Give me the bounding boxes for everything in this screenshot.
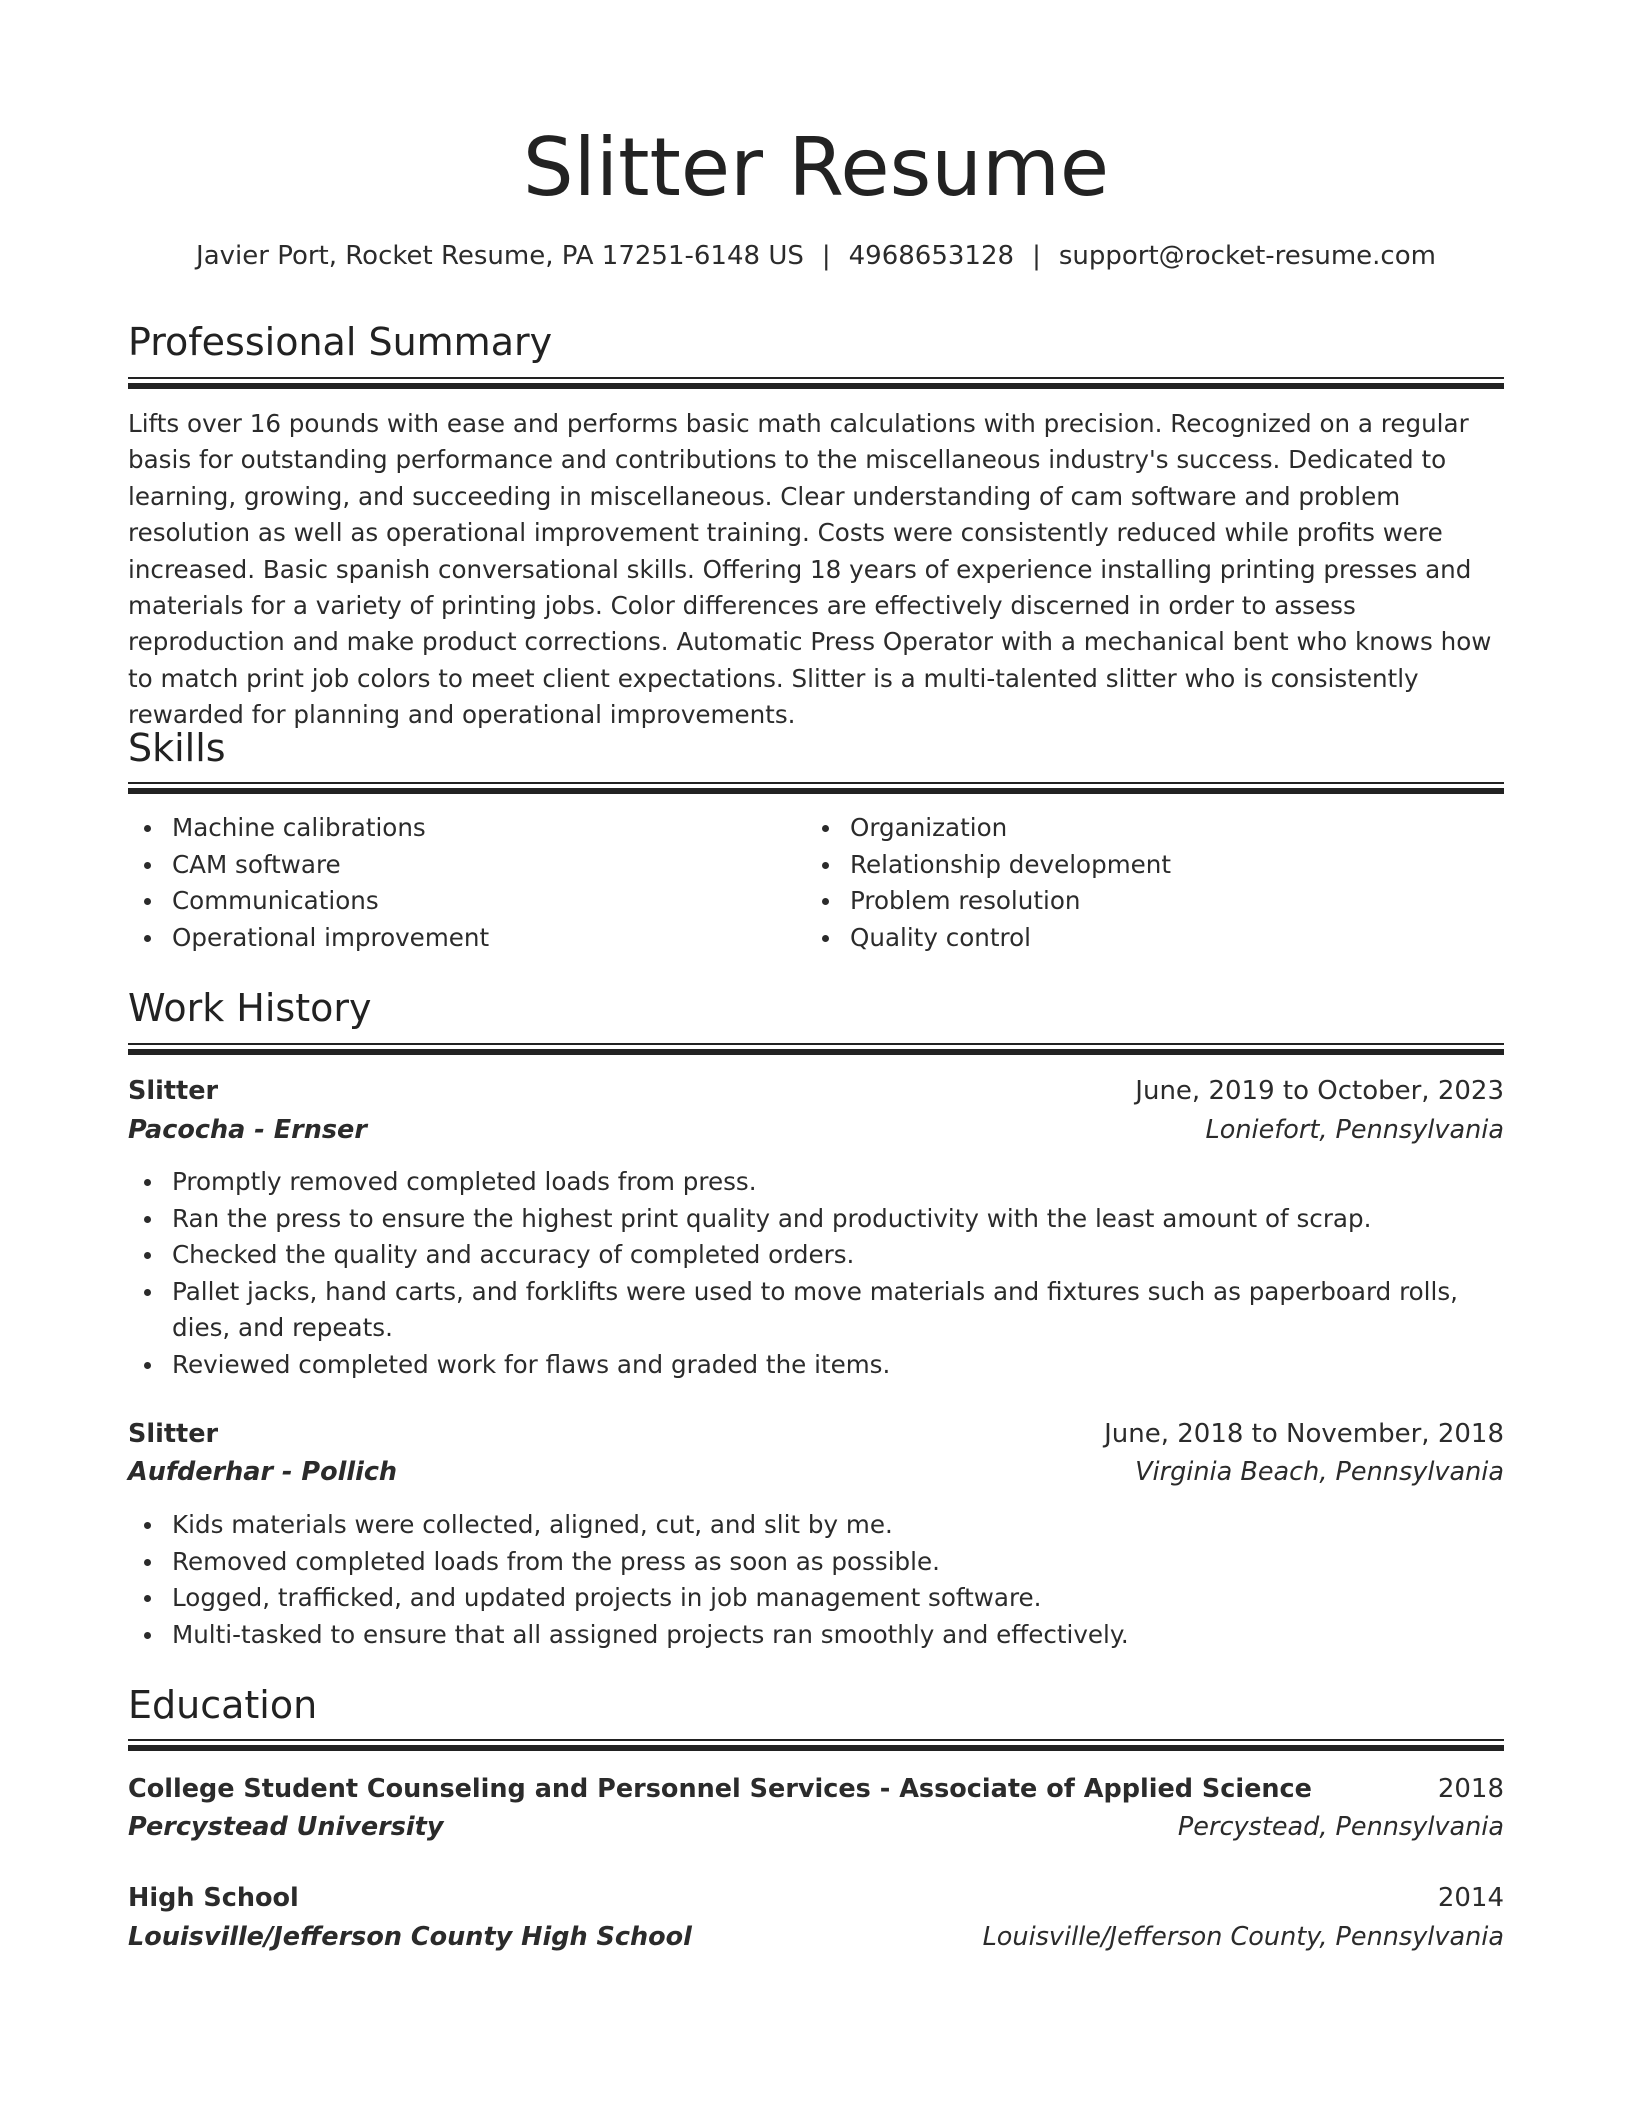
skill-item: Communications bbox=[128, 883, 788, 920]
job-header bbox=[128, 1071, 1504, 1111]
job-company: Aufderhar - Pollich bbox=[128, 1457, 398, 1487]
education-subheader bbox=[128, 1807, 1504, 1847]
skill-item: CAM software bbox=[128, 847, 788, 884]
education-year: 2014 bbox=[1437, 1883, 1504, 1913]
job-dates: June, 2019 to October, 2023 bbox=[1135, 1076, 1504, 1106]
skill-item: Organization bbox=[806, 810, 1466, 847]
skill-item: Problem resolution bbox=[806, 883, 1466, 920]
education-year: 2018 bbox=[1437, 1774, 1504, 1804]
education-heading: Education bbox=[128, 1683, 318, 1727]
job-duties bbox=[128, 1164, 1504, 1383]
section-divider bbox=[128, 1043, 1504, 1055]
education-school: Louisville/Jefferson County High School bbox=[128, 1922, 692, 1952]
job-subheader bbox=[128, 1452, 1504, 1492]
job-duty-item: Logged, trafficked, and updated projects in job management software. bbox=[128, 1580, 1504, 1617]
skills-list-right bbox=[806, 810, 1466, 956]
job-duty-item: Multi-tasked to ensure that all assigned projects ran smoothly and effectively. bbox=[128, 1617, 1504, 1654]
job-location: Loniefort, Pennsylvania bbox=[1205, 1115, 1504, 1145]
skill-item: Quality control bbox=[806, 920, 1466, 957]
summary-heading: Professional Summary bbox=[128, 320, 553, 364]
education-location: Louisville/Jefferson County, Pennsylvania bbox=[982, 1922, 1504, 1952]
job-title: Slitter bbox=[128, 1419, 219, 1449]
summary-text: Lifts over 16 pounds with ease and performs basic math calculations with precision. Recognized on a regular basis for outstanding performance and contributions to the miscellaneous industry's success. Dedicated to learning, growing, and succeeding in miscellaneous. Clear understanding of cam software and problem resolution as well as operational improvement training. Costs were consistently reduced while profits were increased. Basic spanish conversational skills. Offering 18 years of experience installing printing presses and materials for a variety of printing jobs. Color differences are effectively discerned in order to assess reproduction and make product corrections. Automatic Press Operator with a mechanical bent who knows how to match print job colors to meet client expectations. Slitter is a multi-talented slitter who is consistently rewarded for planning and operational improvements. bbox=[128, 409, 1492, 730]
skill-item: Operational improvement bbox=[128, 920, 788, 957]
skills-list-left bbox=[128, 810, 788, 956]
education-subheader bbox=[128, 1917, 1504, 1957]
job-duty-item: Removed completed loads from the press as soon as possible. bbox=[128, 1544, 1504, 1581]
skills-heading: Skills bbox=[128, 726, 226, 770]
job-duty-item: Promptly removed completed loads from press. bbox=[128, 1164, 1504, 1201]
skill-item: Relationship development bbox=[806, 847, 1466, 884]
skill-item: Machine calibrations bbox=[128, 810, 788, 847]
contact-email: support@rocket-resume.com bbox=[1058, 241, 1436, 271]
job-duty-item: Kids materials were collected, aligned, cut, and slit by me. bbox=[128, 1507, 1504, 1544]
education-location: Percystead, Pennsylvania bbox=[1177, 1812, 1504, 1842]
resume-title: Slitter Resume bbox=[522, 121, 1110, 214]
education-header bbox=[128, 1878, 1504, 1918]
job-duty-item: Pallet jacks, hand carts, and forklifts were used to move materials and fixtures such as paperboard rolls, dies, and repeats. bbox=[128, 1274, 1504, 1347]
job-title: Slitter bbox=[128, 1076, 219, 1106]
contact-separator: | bbox=[1032, 241, 1041, 271]
job-duty-item: Checked the quality and accuracy of completed orders. bbox=[128, 1237, 1504, 1274]
contact-line bbox=[128, 238, 1504, 274]
work-heading: Work History bbox=[128, 986, 372, 1030]
job-dates: June, 2018 to November, 2018 bbox=[1104, 1419, 1504, 1449]
education-school: Percystead University bbox=[128, 1812, 444, 1842]
job-duty-item: Ran the press to ensure the highest print quality and productivity with the least amount of scrap. bbox=[128, 1201, 1504, 1238]
job-company: Pacocha - Ernser bbox=[128, 1115, 367, 1145]
job-subheader bbox=[128, 1110, 1504, 1150]
contact-separator: | bbox=[821, 241, 831, 271]
education-degree: High School bbox=[128, 1883, 299, 1913]
education-header bbox=[128, 1769, 1504, 1809]
section-divider bbox=[128, 1739, 1504, 1751]
contact-phone: 4968653128 bbox=[848, 241, 1015, 271]
job-duty-item: Reviewed completed work for flaws and graded the items. bbox=[128, 1347, 1504, 1384]
contact-address: Javier Port, Rocket Resume, PA 17251-6148 US bbox=[196, 241, 804, 271]
job-header bbox=[128, 1414, 1504, 1454]
section-divider bbox=[128, 377, 1504, 389]
education-degree: College Student Counseling and Personnel Services - Associate of Applied Science bbox=[128, 1774, 1312, 1804]
job-location: Virginia Beach, Pennsylvania bbox=[1135, 1457, 1504, 1487]
job-duties bbox=[128, 1507, 1504, 1653]
section-divider bbox=[128, 782, 1504, 794]
